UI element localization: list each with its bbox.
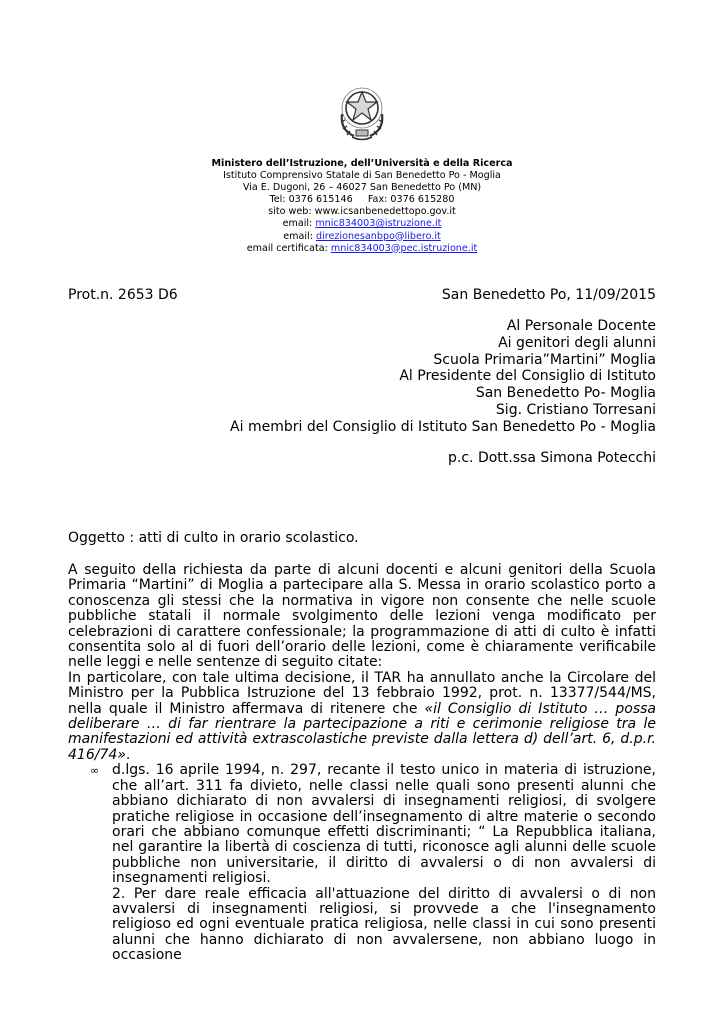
letterhead — [0, 158, 724, 255]
place-date: San Benedetto Po, 11/09/2015 — [441, 287, 656, 303]
recipients-block — [68, 318, 656, 436]
subject-line: Oggetto : atti di culto in orario scolastico. — [68, 530, 359, 546]
law-list — [68, 763, 656, 963]
list-item-text-b: 2. Per dare reale efficacia all'attuazione del diritto di avvalersi o di non avvalersi di insegnamenti religiosi, si provvede a che l'insegnamento religioso ed ogni eventuale pratica religiosa, nelle classi in cui sono presenti alunni che hanno dichiarato di non avvalersene, non abbiano luogo in occasione — [112, 885, 656, 964]
email-cert-line — [0, 243, 724, 255]
email-cert-link[interactable]: mnic834003@pec.istruzione.it — [330, 242, 478, 254]
protocol-line — [68, 287, 656, 303]
recipient: Sig. Cristiano Torresani — [495, 401, 656, 418]
school-address: Via E. Dugoni, 26 – 46027 San Benedetto Po (MN) — [242, 182, 482, 194]
recipient: Al Presidente del Consiglio di Istituto — [399, 368, 656, 385]
protocol-number: Prot.n. 2653 D6 — [68, 287, 178, 303]
phone-fax-line — [0, 194, 724, 206]
list-item — [68, 763, 656, 963]
ministry-name: Ministero dell’Istruzione, dell’Università e della Ricerca — [211, 158, 513, 169]
website: sito web: www.icsanbenedettopo.gov.it — [268, 206, 456, 218]
email-line-2 — [0, 231, 724, 243]
italian-republic-emblem-icon — [336, 86, 388, 144]
recipient: San Benedetto Po- Moglia — [475, 385, 656, 402]
paragraph-2-quote: «il Consiglio di Istituto … possa deliberare … di far rientrare la partecipazione a riti e cerimonie religiose tra le manifestazioni ed attività extrascolastiche previste dalla lettera d) dell’art. 6, d.p.r. 416/74» — [68, 700, 656, 763]
paragraph-2 — [68, 671, 656, 763]
paragraph-2-end: . — [125, 746, 131, 763]
paragraph-2-text: In particolare, con tale ultima decisione, il TAR ha annullato anche la Circolare del Ministro per la Pubblica Istruzione del 13 febbraio 1992, prot. n. 13377/544/MS, nella quale il Ministro affermava di ritenere che — [68, 669, 656, 717]
letter-body — [68, 563, 656, 964]
recipient: Al Personale Docente — [506, 318, 656, 334]
email-link-1[interactable]: mnic834003@istruzione.it — [315, 218, 442, 230]
email-label-2: email: — [283, 230, 316, 242]
email-label-1: email: — [282, 218, 316, 230]
phone-number: Tel: 0376 615146 — [269, 194, 353, 206]
bullet-symbol: ∞ — [90, 764, 100, 778]
recipient: Scuola Primaria”Martini” Moglia — [433, 351, 656, 368]
paragraph-1: A seguito della richiesta da parte di alcuni docenti e alcuni genitori della Scuola Primaria “Martini” di Moglia a partecipare alla S. Messa in orario scolastico porto a conoscenza gli stessi che la normativa in vigore non consente che nelle scuole pubbliche statali il normale svolgimento delle lezioni venga modificato per celebrazioni di carattere confessionale; la programmazione di atti di culto è infatti consentita solo al di fuori dell’orario delle lezioni, come è chiaramente verificabile nelle leggi e nelle sentenze di seguito citate: — [68, 562, 656, 671]
email-cert-label: email certificata: — [246, 242, 331, 254]
email-link-2[interactable]: direzionesanbpo@libero.it — [315, 230, 441, 242]
email-line-1 — [0, 218, 724, 230]
school-name: Istituto Comprensivo Statale di San Benedetto Po - Moglia — [223, 170, 501, 182]
recipient: Ai membri del Consiglio di Istituto San Benedetto Po - Moglia — [230, 418, 656, 435]
list-item-text-a: d.lgs. 16 aprile 1994, n. 297, recante il testo unico in materia di istruzione, che all’art. 311 fa divieto, nelle classi nelle quali sono presenti alunni che abbiano dichiarato di non avvalersi di insegnamenti religiosi, di svolgere pratiche religiose in occasione dell’insegnamento di altre materie o secondo orari che abbiano comunque effetti discriminanti; “ La Repubblica italiana, nel garantire la libertà di coscienza di tutti, riconosce agli alunni delle scuole pubbliche non universitarie, il diritto di avvalersi o di non avvalersi di insegnamenti religiosi. — [112, 762, 656, 887]
fax-number: Fax: 0376 615280 — [367, 194, 455, 206]
recipient: Ai genitori degli alunni — [498, 334, 656, 351]
carbon-copy: p.c. Dott.ssa Simona Potecchi — [448, 450, 656, 466]
